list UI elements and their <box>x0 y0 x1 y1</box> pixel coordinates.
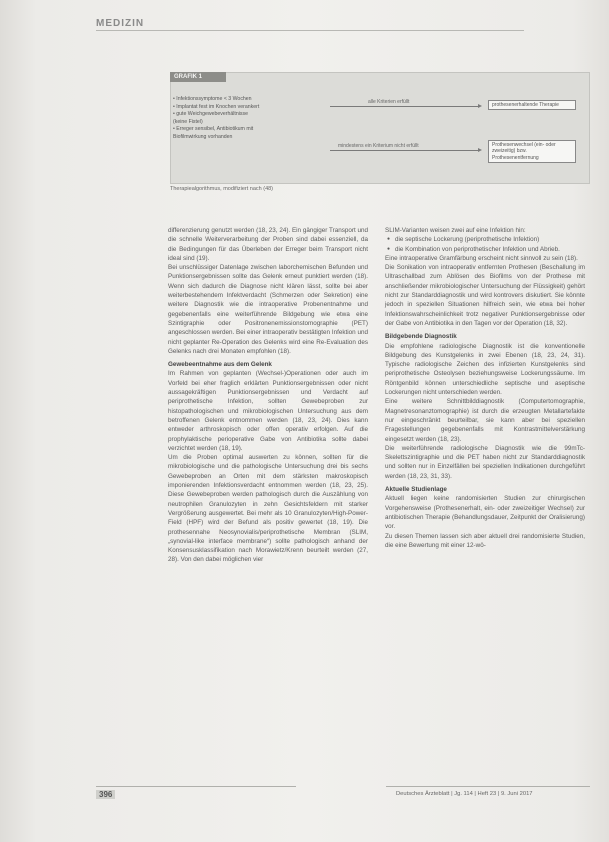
arrow-met <box>330 106 480 107</box>
figure-tab: GRAFIK 1 <box>170 72 226 82</box>
criterion: • Erreger sensibel, Antibiotikum mit <box>173 126 254 133</box>
footer-rule-right <box>386 786 590 787</box>
met-label: alle Kriterien erfüllt <box>368 99 410 105</box>
paragraph: Zu diesen Themen lassen sich aber aktuell drei randomisierte Studien, die eine Bewertung mit einer 12-wö- <box>385 532 585 549</box>
figure-caption: Therapiealgorithmus, modifiziert nach (48) <box>170 186 274 192</box>
criterion: • gute Weichgewebeverhältnisse <box>173 111 248 118</box>
bullet-item: ● die Kombination von periprothetischer Infektion und Abrieb. <box>395 245 585 254</box>
criteria-list <box>173 96 328 142</box>
section-heading: Gewebeentnahme aus dem Gelenk <box>168 361 272 369</box>
journal-citation: Deutsches Ärzteblatt | Jg. 114 | Heft 23 | 9. Juni 2017 <box>396 791 533 797</box>
right-column <box>385 226 585 550</box>
criterion: • Infektionssymptome < 3 Wochen <box>173 96 252 102</box>
paragraph: differenzierung genutzt werden (18, 23, 24). Ein gängiger Transport und die schnelle Weiterverarbeitung der Proben sind dabei essenziell, da die Bedingungen für das Überleben der Erreger beim Transport nicht ideal sind (19). <box>168 227 368 262</box>
paragraph: Die Sonikation von intraoperativ entfernten Prothesen (Beschallung im Ultraschallbad zum Ablösen des Biofilms von der Prothese mit anschließender mikrobiologischer Untersuchung der Flüssigkeit) gehört nicht zur Standarddiagnostik und wird kontrovers diskutiert. Sie könnte jedoch in speziellen Situationen hilfreich sein, wie etwa bei hoher Infektionswahrscheinlichkeit trotz negativer Punktionsergebnisse oder der Gabe von Antibiotika in den Tagen vor der Operation (18, 32). <box>385 264 585 327</box>
paragraph: Eine intraoperative Gramfärbung erscheint nicht sinnvoll zu sein (18). <box>385 254 578 262</box>
section-heading: Aktuelle Studienlage <box>385 486 447 494</box>
page-number: 396 <box>96 790 115 799</box>
bullet-item: ● die septische Lockerung (periprothetische Infektion) <box>395 235 585 244</box>
paragraph: Um die Proben optimal auswerten zu können, sollten für die mikrobiologische und die pathologische Untersuchung drei bis sechs Gewebeproben an Orten mit dem stärksten makroskopisch imponierenden Infektionsverdacht entnommen werden (18, 23, 25). Diese Gewebeproben werden pathologisch durch die Auszählung von neutrophilen Granulozyten in zehn Gesichtsfeldern mit starker Vergrößerung ausgewertet. Bei mehr als 10 Granulozyten/High-Power-Field (HPF) wird der Befund als positiv gewertet (18, 19). Die prothesennahe Neosynovialis/periprothetische Membran (SLIM, „synovial-like interface membrane“) sollte pathologisch anhand der Konsensusklassifikation nach Morawietz/Krenn beurteilt werden (27, 28). Von den dabei möglichen vier <box>168 454 368 564</box>
footer-rule-left <box>96 786 296 787</box>
header-rule <box>96 30 524 31</box>
paragraph: Aktuell liegen keine randomisierten Studien zur chirurgischen Vorgehensweise (Prothesenerhalt, ein- oder zweizeitiger Wechsel) zur antibiotischen Therapie (Behandlungsdauer, Zeitpunkt der Oralisierung) vor. <box>385 495 585 531</box>
not-met-label: mindestens ein Kriterium nicht erfüllt <box>338 143 419 149</box>
criterion: (keine Fistel) <box>173 118 203 125</box>
left-column <box>168 226 368 565</box>
paragraph: Die empfohlene radiologische Diagnostik ist die konventionelle Bildgebung des Kunstgelenks in zwei Ebenen (18, 23, 24, 31). Typische radiologische Zeichen des infizierten Kunstgelenks sind periprothetische Osteolysen beziehungsweise Lockerungssäume. Im Röntgenbild können unterschiedliche septische und aseptische Lockerungen nicht unterschieden werden. <box>385 342 585 397</box>
paragraph: SLIM-Varianten weisen zwei auf eine Infektion hin: <box>385 227 526 234</box>
paragraph: Im Rahmen von geplanten (Wechsel-)Operationen oder auch im Vorfeld bei eher fraglich erklärten Punktionsergebnissen oder nicht aussagekräftigen Punktionsergebnissen und Verdacht auf periprothetische Infektion, sollten Gewebeproben zur histopathologischen und mikrobiologischen Untersuchung aus dem betroffenen Gelenk entnommen werden (18, 23, 24). Dies kann entweder arthroskopisch oder offen operativ erfolgen. Auf die prophylaktische perioperative Gabe von Antibiotika sollte dabei verzichtet werden (18, 19). <box>168 370 368 452</box>
result-box-exchange: Prothesenwechsel (ein- oder zweizeitig) bzw. Prothesenentfernung <box>488 140 576 163</box>
paragraph: Eine weitere Schnittbilddiagnostik (Computertomographie, Magnetresonanztomographie) ist durch die erzeugten Metallartefakte nur eingeschränkt beurteilbar, sie kann aber bei speziellen Fragestellungen gegebenenfalls mit Kontrastmittelverstärkung eingesetzt werden (18, 23). <box>385 398 585 443</box>
paragraph: Die weiterführende radiologische Diagnostik wie die 99mTc-Skelettszintigraphie und die PET haben nicht zur Standarddiagnostik und sollten nur in Einzelfällen bei speziellen Indikationen durchgeführt werden (18, 23, 31, 33). <box>385 444 585 480</box>
paragraph: Bei unschlüssiger Datenlage zwischen laborchemischen Befunden und Punktionsergebnissen sollte das Gelenk erneut punktiert werden (18). Wenn sich dadurch die Diagnose nicht klären lässt, sollte bei aber weiterbestehendem Infektverdacht (Schmerzen oder Sekretion) eine weitere Diagnostik wie die intraoperative Probenentnahme und gegebenenfalls eine weiterführende Bildgebung wie etwa eine Szintigraphie oder Positronenemissionstomographie (PET) angeschlossen werden. Bei einer intraoperativ bestätigten Infektion und nicht geplanter Re-Operation des Gelenks wird eine Re-Evaluation des Gelenks nach drei Monaten empfohlen (18). <box>168 264 368 355</box>
section-header: MEDIZIN <box>96 18 145 29</box>
arrow-not-met <box>330 150 480 151</box>
result-box-retain: prothesenerhaltende Therapie <box>488 100 576 110</box>
bullet-list <box>385 235 585 254</box>
section-heading: Bildgebende Diagnostik <box>385 333 457 341</box>
criterion: • Implantat fest im Knochen verankert <box>173 103 260 110</box>
criterion: Biofilmwirkung vorhanden <box>173 133 233 140</box>
